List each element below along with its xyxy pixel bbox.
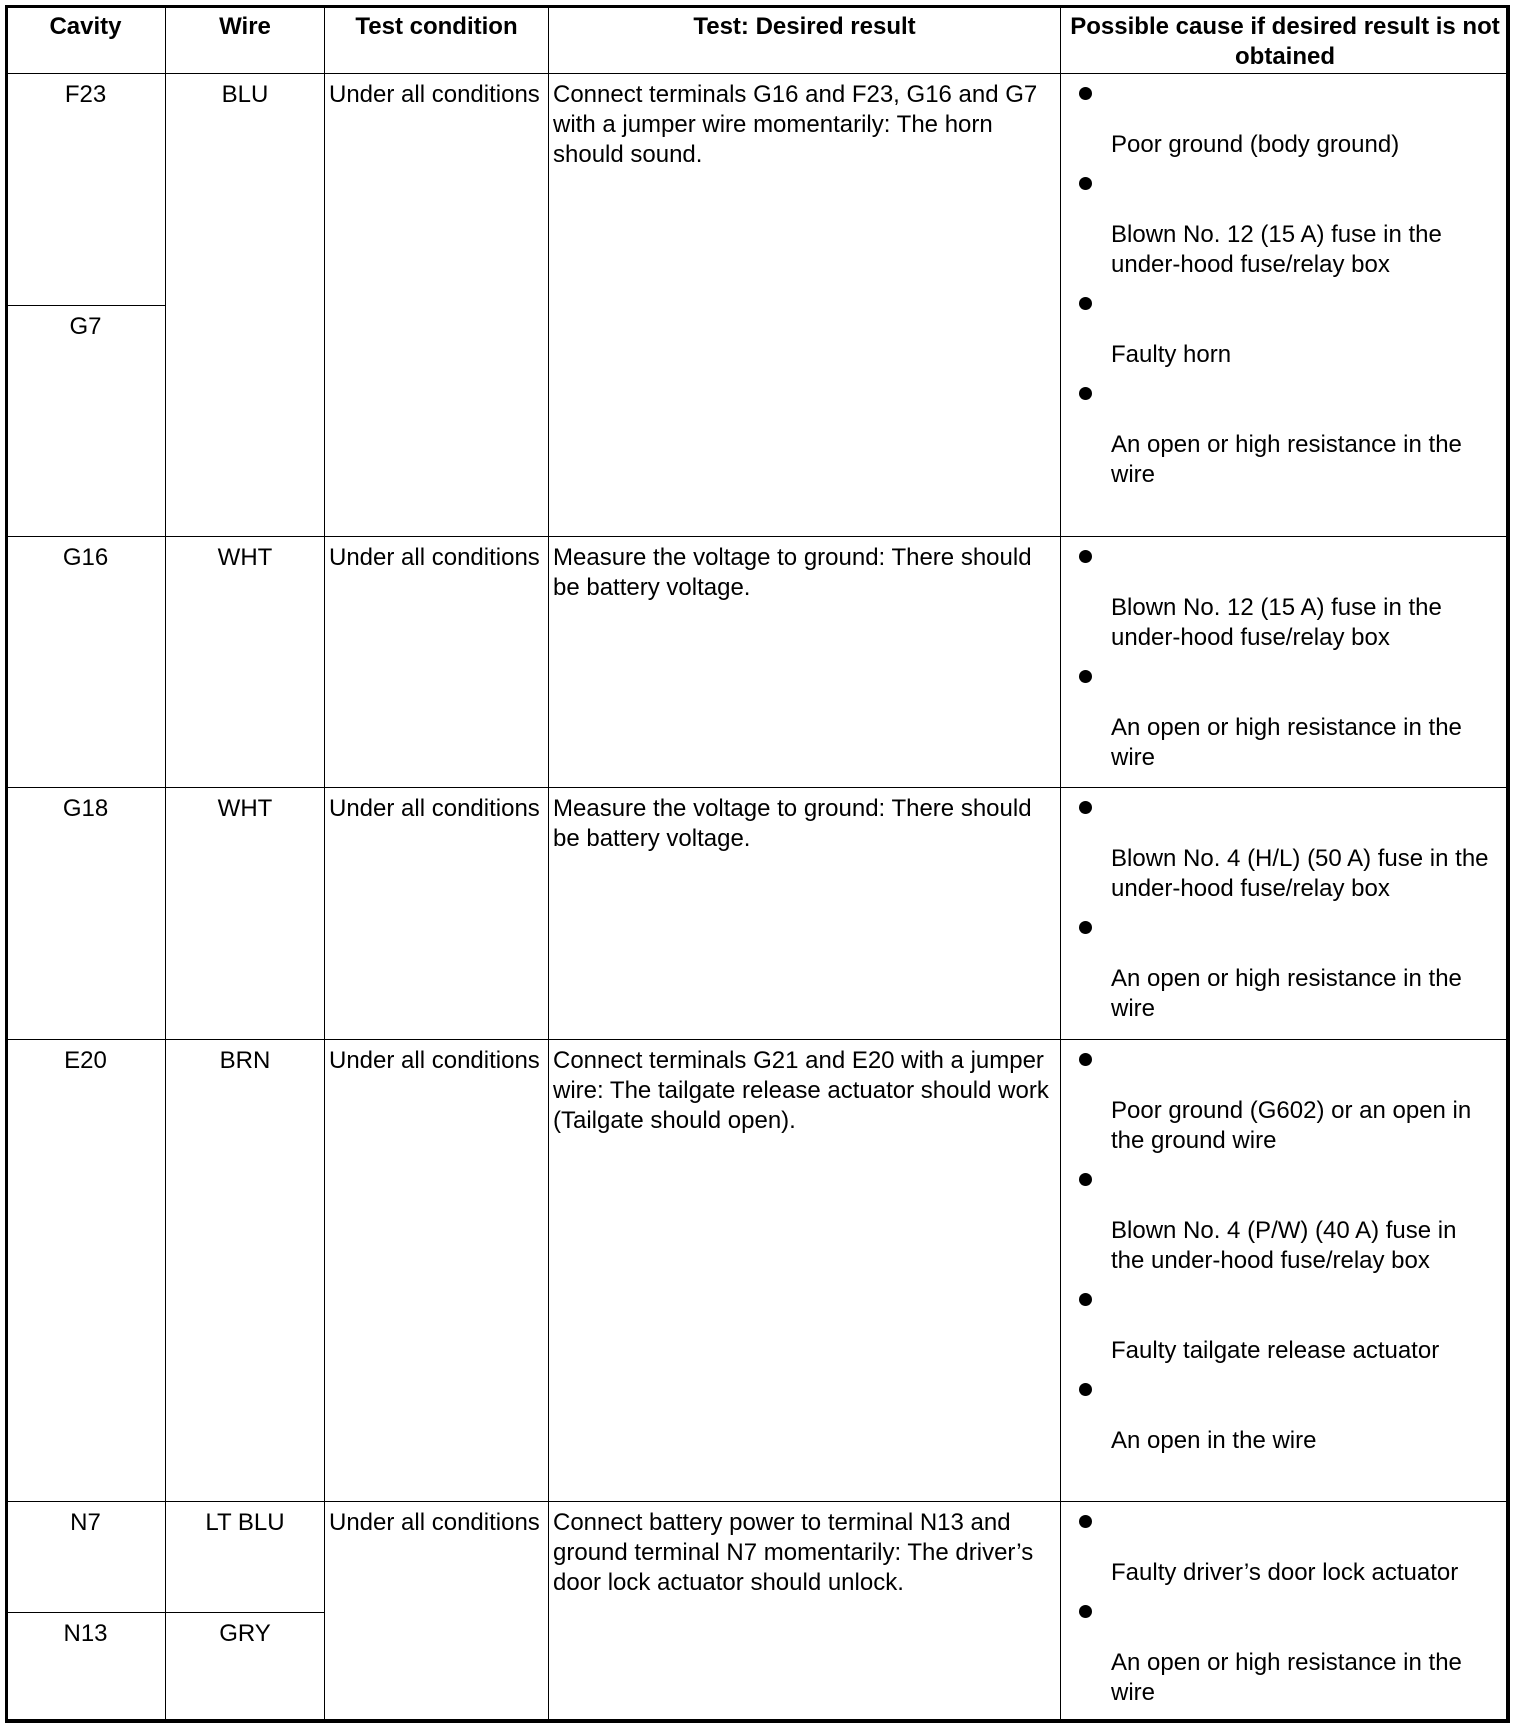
table-header-row <box>6 6 1510 74</box>
condition-cell: Under all conditions <box>325 1502 549 1723</box>
cause-item: An open or high resistance in the wire <box>1079 378 1495 490</box>
cause-item: An open or high resistance in the wire <box>1079 1596 1495 1708</box>
test-cell: Connect terminals G21 and E20 with a jumper wire: The tailgate release actuator should work (Tailgate should open). <box>549 1040 1061 1502</box>
bullet-icon <box>1079 1605 1092 1618</box>
cavity-cell: G7 <box>6 306 166 537</box>
cause-item: Faulty driver’s door lock actuator <box>1079 1506 1495 1588</box>
condition-cell: Under all conditions <box>325 788 549 1040</box>
wire-cell: BRN <box>166 1040 325 1502</box>
cavity-cell: E20 <box>6 1040 166 1502</box>
cause-item: Faulty horn <box>1079 288 1495 370</box>
bullet-icon <box>1079 177 1092 190</box>
cause-item: Poor ground (body ground) <box>1079 78 1495 160</box>
causes-cell <box>1061 788 1510 1040</box>
causes-cell <box>1061 74 1510 537</box>
cavity-cell: F23 <box>6 74 166 306</box>
wire-cell: BLU <box>166 74 325 537</box>
cause-item: An open in the wire <box>1079 1374 1495 1456</box>
cause-item: Blown No. 12 (15 A) fuse in the under-hood fuse/relay box <box>1079 168 1495 280</box>
causes-cell <box>1061 537 1510 788</box>
condition-cell: Under all conditions <box>325 537 549 788</box>
condition-cell: Under all conditions <box>325 1040 549 1502</box>
bullet-icon <box>1079 670 1092 683</box>
connector-test-table <box>5 5 1510 1723</box>
table-row <box>6 1040 1510 1502</box>
cause-item: Blown No. 4 (H/L) (50 A) fuse in the under-hood fuse/relay box <box>1079 792 1495 904</box>
table-row <box>6 788 1510 1040</box>
bullet-icon <box>1079 1053 1092 1066</box>
cavity-cell: G18 <box>6 788 166 1040</box>
table-row <box>6 74 1510 306</box>
wire-cell: LT BLU <box>166 1502 325 1613</box>
condition-cell: Under all conditions <box>325 74 549 537</box>
bullet-icon <box>1079 801 1092 814</box>
causes-cell <box>1061 1502 1510 1723</box>
cause-item: Faulty tailgate release actuator <box>1079 1284 1495 1366</box>
header-wire: Wire <box>166 6 325 74</box>
cause-item: An open or high resistance in the wire <box>1079 661 1495 773</box>
test-cell: Connect battery power to terminal N13 and ground terminal N7 momentarily: The driver’s door lock actuator should unlock. <box>549 1502 1061 1723</box>
wire-cell: WHT <box>166 788 325 1040</box>
cause-item: Blown No. 4 (P/W) (40 A) fuse in the under-hood fuse/relay box <box>1079 1164 1495 1276</box>
bullet-icon <box>1079 550 1092 563</box>
bullet-icon <box>1079 921 1092 934</box>
test-cell: Measure the voltage to ground: There should be battery voltage. <box>549 788 1061 1040</box>
bullet-icon <box>1079 1515 1092 1528</box>
cause-item: Blown No. 12 (15 A) fuse in the under-hood fuse/relay box <box>1079 541 1495 653</box>
cause-item: An open or high resistance in the wire <box>1079 912 1495 1024</box>
header-cavity: Cavity <box>6 6 166 74</box>
header-test-condition: Test condition <box>325 6 549 74</box>
cavity-cell: N13 <box>6 1613 166 1723</box>
header-possible-cause: Possible cause if desired result is not obtained <box>1061 6 1510 74</box>
bullet-icon <box>1079 1383 1092 1396</box>
causes-cell <box>1061 1040 1510 1502</box>
cavity-cell: N7 <box>6 1502 166 1613</box>
header-test-desired-result: Test: Desired result <box>549 6 1061 74</box>
bullet-icon <box>1079 87 1092 100</box>
bullet-icon <box>1079 297 1092 310</box>
test-cell: Connect terminals G16 and F23, G16 and G7 with a jumper wire momentarily: The horn should sound. <box>549 74 1061 537</box>
wire-cell: WHT <box>166 537 325 788</box>
table-row <box>6 1502 1510 1613</box>
cavity-cell: G16 <box>6 537 166 788</box>
table-row <box>6 537 1510 788</box>
bullet-icon <box>1079 387 1092 400</box>
test-cell: Measure the voltage to ground: There should be battery voltage. <box>549 537 1061 788</box>
cause-item: Poor ground (G602) or an open in the ground wire <box>1079 1044 1495 1156</box>
bullet-icon <box>1079 1293 1092 1306</box>
bullet-icon <box>1079 1173 1092 1186</box>
wire-cell: GRY <box>166 1613 325 1723</box>
